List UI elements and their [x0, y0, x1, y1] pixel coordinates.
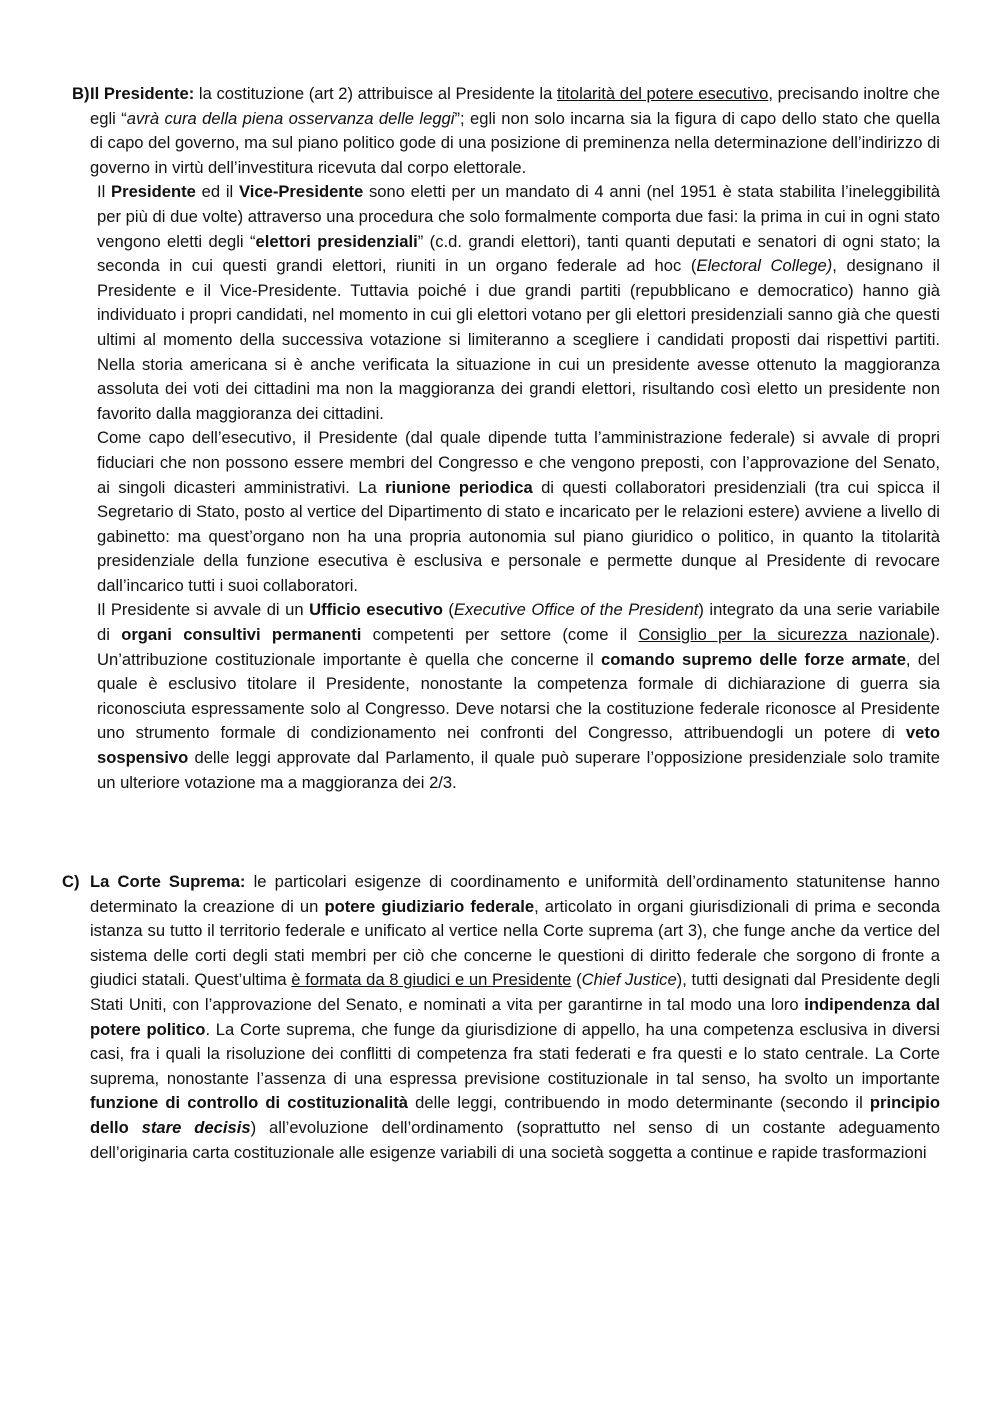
text-run: di questi collaboratori presidenziali (tra cui spicca il Segretario di Stato, posto al vertice del Dipartimento di stato e incaricato per le relazioni estere) avviene a livello di gabinetto: ma quest’organo non ha una propria autonomia sul piano giuridico o politico, in quanto la titolarità presidenziale della funzione esecutiva è esclusiva e personale e permette dunque al Presidente di revocare dall’incarico tutti i suoi collaboratori. — [97, 477, 940, 595]
text-run: Chief Justice — [581, 970, 677, 990]
text-run: , precisando inoltre che egli “ — [90, 84, 940, 128]
text-run: ) integrato da una serie variabile di — [97, 600, 940, 645]
text-run: sono eletti per un mandato di 4 anni (nel 1951 è stata stabilita l’ineleggibilità per più di due volte) attraverso una procedura che solo formalmente comporta due fasi: la prima in cui in ogni stato vengono eletti degli “ — [97, 182, 940, 251]
text-run: potere giudiziario federale — [324, 896, 535, 916]
text-run: elettori presidenziali — [255, 231, 418, 251]
section-b-marker: B) — [72, 84, 90, 103]
text-run: Come capo dell’esecutivo, il Presidente (dal quale dipende tutta l’amministrazione federale) si avvale di propri fiduciari che non possono essere membri del Congresso e che vengono preposti, con l’approvazione del Senato, ai singoli dicasteri amministrativi. La — [97, 428, 940, 497]
text-run: delle leggi, contribuendo in modo determinante (secondo il — [408, 1093, 870, 1113]
text-run: delle leggi approvate dal Parlamento, il quale può superare l’opposizione presidenziale solo tramite un ulteriore votazione ma a maggioranza dei 2/3. — [97, 748, 940, 792]
text-run: funzione di controllo di costituzionalità — [90, 1093, 409, 1113]
text-run: veto sospensivo — [97, 723, 940, 768]
text-run: Electoral College) — [696, 256, 833, 276]
text-run: è formata da 8 giudici e un Presidente — [291, 970, 572, 990]
text-run: Executive Office of the President — [453, 600, 699, 620]
section-b-paragraph-3 — [90, 426, 940, 598]
section-b-paragraph-4 — [90, 598, 940, 795]
text-run: principio dello — [90, 1093, 940, 1137]
text-run: Consiglio per la sicurezza nazionale — [638, 625, 930, 645]
text-run: titolarità del potere esecutivo — [557, 84, 769, 103]
text-run: ( — [442, 600, 454, 620]
text-run: , del quale è esclusivo titolare il Presidente, nonostante la competenza formale di dichiarazione di guerra sia riconosciuta espressamente solo al Congresso. Deve notarsi che la costituzione federale riconosce al Presidente uno strumento formale di condizionamento nei confronti del Congresso, attribuendogli un potere di — [97, 649, 940, 743]
text-run: ” (c.d. grandi elettori), tanti quanti deputati e senatori di ogni stato; la seconda in cui questi grandi elettori, riuniti in un organo federale ad hoc ( — [97, 231, 941, 276]
text-run: . La Corte suprema, che funge da giurisdizione di appello, ha una competenza esclusiva in diversi casi, fra i quali la risoluzione dei conflitti di competenza fra stati federati e fra questi e lo stato centrale. La Corte suprema, nonostante l’assenza di una espressa previsione costituzionale in tal senso, ha svolto un importante — [90, 1019, 940, 1088]
text-run: competenti per settore (come il — [361, 625, 639, 645]
text-run: organi consultivi permanenti — [121, 625, 362, 645]
text-run: La Corte Suprema: — [90, 872, 246, 891]
text-run: ”; egli non solo incarna sia la figura di capo dello stato che quella di capo del governo, ma sul piano politico gode di una posizione di preminenza nella determinazione dell’indirizzo di governo in virtù dell’investitura ricevuta dal corpo elettorale. — [90, 108, 941, 177]
text-run: Il Presidente si avvale di un — [97, 600, 310, 620]
section-b-presidente — [72, 82, 941, 795]
text-run: stare decisis — [141, 1117, 251, 1137]
text-run: avrà cura della piena osservanza delle leggi — [126, 108, 455, 128]
text-run: comando supremo delle forze armate — [600, 649, 906, 669]
section-c-marker: C) — [62, 872, 80, 891]
text-run: , designano il Presidente e il Vice-Presidente. Tuttavia poiché i due grandi partiti (repubblicano e democratico) hanno già individuato i propri candidati, nel momento in cui gli elettori votano per gli elettori presidenziali sanno già che questi ultimi al momento della successiva votazione si limiteranno a scegliere i candidati proposti dai rispettivi partiti. Nella storia americana si è anche verificata la situazione in cui un presidente avesse ottenuto la maggioranza assoluta dei voti dei cittadini ma non la maggioranza dei grandi elettori, risultando così eletto un presidente non favorito dalla maggioranza dei cittadini. — [97, 256, 940, 423]
text-run: ed il — [195, 182, 239, 202]
text-run: Presidente — [111, 182, 196, 202]
text-run: Ufficio esecutivo — [309, 600, 443, 620]
text-run: Il Presidente: — [90, 84, 195, 103]
section-b-paragraph-2 — [90, 180, 940, 426]
text-run: ), tutti designati dal Presidente degli Stati Uniti, con l’approvazione del Senato, e nominati a vita per garantirne in tal modo una loro — [90, 970, 940, 1014]
text-run: , articolato in organi giurisdizionali di prima e seconda istanza su tutto il territorio federale e unificato al vertice nella Corte suprema (art 3), che funge anche da vertice del sistema delle corti degli stati membri per ciò che concerne le questioni di diritto federale che sorgono di fronte a giudici statali. Quest’ultima — [90, 896, 941, 990]
section-c-paragraph-1 — [90, 870, 940, 1165]
text-run: le particolari esigenze di coordinamento e uniformità dell’ordinamento statunitense hanno determinato la creazione di un — [90, 872, 940, 916]
text-run: la costituzione (art 2) attribuisce al Presidente la — [194, 84, 557, 103]
text-run: ). Un’attribuzione costituzionale importante è quella che concerne il — [97, 625, 940, 669]
section-c-corte-suprema — [62, 870, 941, 1165]
section-b-paragraph-1 — [90, 82, 940, 180]
text-run: Vice-Presidente — [238, 182, 364, 202]
text-run: ) all’evoluzione dell’ordinamento (soprattutto nel senso di un costante adeguamento dell’originaria carta costituzionale alle esigenze variabili di una società soggetta a continue e rapide trasformazioni — [90, 1117, 940, 1162]
text-run: indipendenza dal potere politico — [90, 994, 940, 1039]
text-run: riunione periodica — [385, 477, 533, 497]
text-run: Il — [97, 182, 112, 202]
text-run: ( — [571, 970, 582, 990]
